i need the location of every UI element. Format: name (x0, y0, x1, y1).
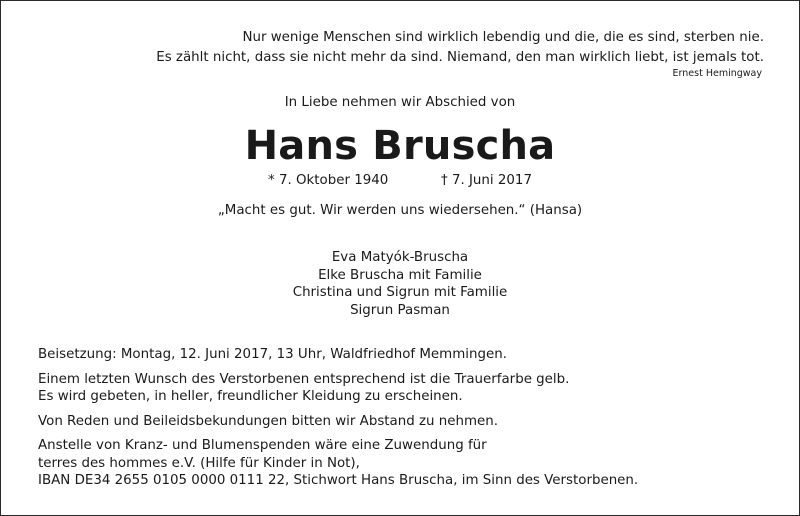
donation-info (38, 437, 638, 490)
burial-line: Beisetzung: Montag, 12. Juni 2017, 13 Uhr, Waldfriedhof Memmingen. (38, 347, 507, 362)
family-member: Elke Bruscha mit Familie (318, 267, 482, 283)
birth-date: * 7. Oktober 1940 (268, 173, 389, 188)
wish-info (38, 371, 638, 406)
donation-line-3: IBAN DE34 2655 0105 0000 0111 22, Stichwort Hans Bruscha, im Sinn des Verstorbenen. (38, 473, 639, 488)
quote-line-1: Nur wenige Menschen sind wirklich lebendig und die, die es sind, sterben nie. (242, 30, 764, 45)
epigraph-quote (156, 28, 764, 67)
motto-quote: „Macht es gut. Wir werden uns wiedersehen.“ (Hansa) (217, 203, 583, 218)
wish-line-2: Es wird gebeten, in heller, freundlicher Kleidung zu erscheinen. (38, 389, 463, 404)
intro-text: In Liebe nehmen wir Abschied von (284, 95, 516, 110)
condolences-info (38, 413, 638, 431)
deceased-name: Hans Bruscha (244, 123, 556, 169)
death-date: † 7. Juni 2017 (441, 173, 532, 188)
details-section (38, 346, 638, 497)
donation-line-2: terres des hommes e.V. (Hilfe für Kinder in Not), (38, 455, 360, 471)
family-member: Christina und Sigrun mit Familie (292, 285, 508, 300)
condolences-line: Von Reden und Beileidsbekundungen bitten wir Abstand zu nehmen. (38, 413, 499, 429)
family-list (0, 249, 800, 319)
burial-info (38, 346, 638, 364)
wish-line-1: Einem letzten Wunsch des Verstorbenen entsprechend ist die Trauerfarbe gelb. (38, 371, 570, 387)
family-member: Eva Matyók-Bruscha (331, 250, 469, 265)
quote-line-2: Es zählt nicht, dass sie nicht mehr da sind. Niemand, den man wirklich liebt, ist jemals tot. (156, 49, 764, 65)
donation-line-1: Anstelle von Kranz- und Blumenspenden wäre eine Zuwendung für (38, 438, 487, 453)
quote-author: Ernest Hemingway (672, 68, 762, 79)
family-member: Sigrun Pasman (350, 302, 450, 318)
